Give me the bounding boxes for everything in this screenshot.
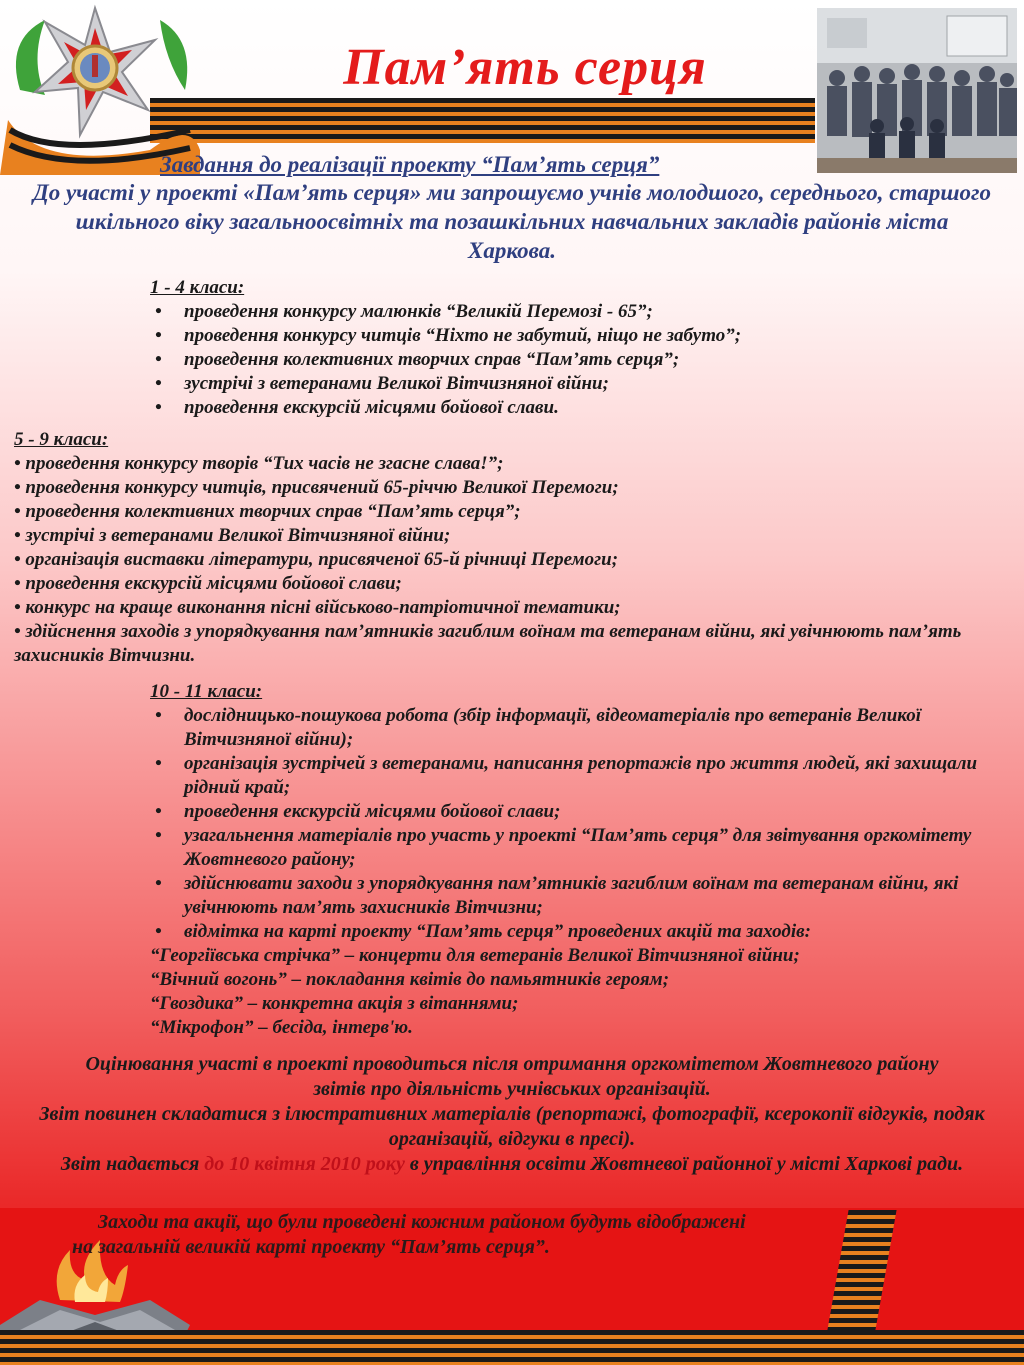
action-item: “Мікрофон” – бесіда, інтерв'ю.: [150, 1017, 413, 1038]
grades-5-9-heading: 5 - 9 класи:: [14, 429, 109, 450]
project-tasks-heading: Завдання до реалізації проекту “Пам’ять серця”: [160, 152, 660, 177]
list-item: • проведення конкурсу читців, присвячений 65-річчю Великої Перемоги;: [14, 477, 619, 498]
list-item: • узагальнення матеріалів про участь у проекті “Пам’ять серця” для звітування оргкомітету Жовтневого району;: [150, 824, 1000, 872]
grades-10-11-heading: 10 - 11 класи:: [150, 681, 263, 702]
list-item: • зустрічі з ветеранами Великої Вітчизняної війни;: [150, 372, 990, 396]
map-note-line-1: Заходи та акції, що були проведені кожним районом будуть відображені: [98, 1211, 746, 1233]
grades-5-9-section: [14, 428, 989, 668]
list-item: • дослідницько-пошукова робота (збір інформації, відеоматеріалів про ветеранів Великої Вітчизняної війни);: [150, 704, 1000, 752]
st-george-ribbon-bottom: [0, 1330, 1024, 1365]
list-item: • проведення колективних творчих справ “Пам’ять серця”;: [150, 348, 990, 372]
st-george-ribbon-top: [150, 98, 815, 143]
action-item: “Вічний вогонь” – покладання квітів до памьятників героям;: [150, 969, 670, 990]
map-note: [60, 1210, 960, 1260]
list-item: • зустрічі з ветеранами Великої Вітчизняної війни;: [14, 525, 451, 546]
list-item: • відмітка на карті проекту “Пам’ять серця” проведених акцій та заходів:: [150, 920, 1000, 944]
list-item: • організація виставки літератури, присвяченої 65-й річниці Перемоги;: [14, 549, 619, 570]
deadline-date: до 10 квітня 2010 року: [204, 1153, 405, 1175]
deadline-suffix: в управління освіти Жовтневої районної у місті Харкові ради.: [404, 1153, 964, 1175]
grades-10-11-section: [150, 680, 1000, 1040]
page-title: Пам’ять серця: [343, 39, 707, 96]
grades-1-4-section: [150, 276, 990, 420]
list-item: • здійснення заходів з упорядкування пам’ятників загиблим воїнам та ветеранам війни, які увічнюють пам’ять захисників Вітчизни.: [14, 621, 962, 666]
closing-section: [30, 1052, 994, 1177]
action-item: “Гвоздика” – конкретна акція з вітаннями;: [150, 993, 519, 1014]
list-item: • конкурс на краще виконання пісні військово-патріотичної тематики;: [14, 597, 621, 618]
list-item: • проведення екскурсій місцями бойової слави;: [150, 800, 1000, 824]
list-item: • проведення колективних творчих справ “Пам’ять серця”;: [14, 501, 521, 522]
map-note-line-2: на загальній великій карті проекту “Пам’ять серця”.: [72, 1236, 550, 1258]
report-paragraph: Звіт повинен складатися з ілюстративних матеріалів (репортажі, фотографії, ксерокопії відгуків, подяк організацій, відгуки в пресі).: [39, 1103, 985, 1150]
deadline-paragraph: [30, 1152, 994, 1177]
grades-1-4-heading: 1 - 4 класи:: [150, 277, 245, 298]
list-item: • здійснювати заходи з упорядкування пам’ятників загиблим воїнам та ветеранам війни, які увічнюють пам’ять захисників Вітчизни;: [150, 872, 1000, 920]
evaluation-paragraph: Оцінювання участі в проекті проводиться після отримання оргкомітетом Жовтневого району звітів про діяльність учнівських організацій.: [85, 1053, 939, 1100]
veterans-group-photo: [817, 8, 1017, 173]
action-item: “Георгіївська стрічка” – концерти для ветеранів Великої Вітчизняної війни;: [150, 945, 800, 966]
order-star-icon: [0, 0, 200, 175]
list-item: • організація зустрічей з ветеранами, написання репортажів про життя людей, які захищали рідний край;: [150, 752, 1000, 800]
deadline-prefix: Звіт надається: [60, 1153, 205, 1175]
list-item: • проведення конкурсу творів “Тих часів не згасне слава!”;: [14, 453, 504, 474]
intro-paragraph: До участі у проекті «Пам’ять серця» ми запрошуємо учнів молодшого, середнього, старшого шкільного віку загальноосвітніх та позашкільних навчальних закладів районів міста Харкова.: [32, 180, 991, 263]
list-item: • проведення екскурсій місцями бойової слави;: [14, 573, 402, 594]
list-item: • проведення конкурсу читців “Ніхто не забутий, ніщо не забуто”;: [150, 324, 990, 348]
list-item: • проведення екскурсій місцями бойової слави.: [150, 396, 990, 420]
list-item: • проведення конкурсу малюнків “Великій Перемозі - 65”;: [150, 300, 990, 324]
